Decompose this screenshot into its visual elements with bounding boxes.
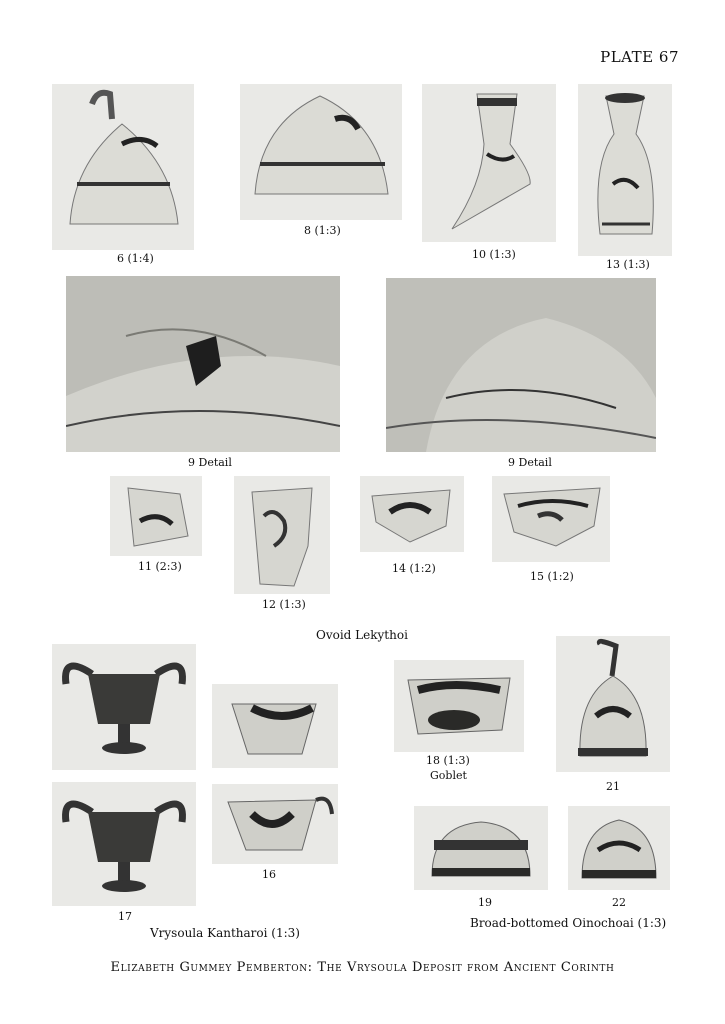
photo-18-goblet xyxy=(394,660,524,752)
group-label-broad-bottomed-oinochoai: Broad-bottomed Oinochoai (1:3) xyxy=(470,916,667,930)
photo-16-lower xyxy=(212,784,338,864)
photo-15-sherd xyxy=(492,476,610,562)
group-label-ovoid-lekythoi: Ovoid Lekythoi xyxy=(316,628,408,642)
caption-8: 8 (1:3) xyxy=(304,224,341,237)
photo-12-sherd xyxy=(234,476,330,594)
caption-10: 10 (1:3) xyxy=(472,248,516,261)
caption-18: 18 (1:3) xyxy=(426,754,470,767)
caption-15: 15 (1:2) xyxy=(530,570,574,583)
photo-11-sherd xyxy=(110,476,202,556)
photo-17-kantharos xyxy=(52,782,196,906)
caption-9-detail-right: 9 Detail xyxy=(508,456,552,469)
photo-14-sherd xyxy=(360,476,464,552)
page-footer: Elizabeth Gummey Pemberton: The Vrysoula Deposit from Ancient Corinth xyxy=(110,960,615,975)
photo-19-oinochoe xyxy=(414,806,548,890)
caption-22: 22 xyxy=(612,896,626,909)
caption-11: 11 (2:3) xyxy=(138,560,182,573)
photo-21-oinochoe xyxy=(556,636,670,772)
group-label-vrysoula-kantharoi: Vrysoula Kantharoi (1:3) xyxy=(150,926,300,940)
photo-22-oinochoe xyxy=(568,806,670,890)
caption-18-goblet: Goblet xyxy=(430,769,467,782)
photo-9-detail-right xyxy=(386,278,656,452)
caption-16: 16 xyxy=(262,868,276,881)
caption-9-detail-left: 9 Detail xyxy=(188,456,232,469)
photo-8-lekythos xyxy=(240,84,402,220)
caption-6: 6 (1:4) xyxy=(117,252,154,265)
caption-13: 13 (1:3) xyxy=(606,258,650,271)
photo-kantharos-upper xyxy=(52,644,196,770)
caption-17: 17 xyxy=(118,910,132,923)
photo-10-lekythos xyxy=(422,84,556,242)
caption-19: 19 xyxy=(478,896,492,909)
photo-6-lekythos xyxy=(52,84,194,250)
photo-13-lekythos xyxy=(578,84,672,256)
plate-title: PLATE 67 xyxy=(600,48,679,66)
photo-16-upper xyxy=(212,684,338,768)
photo-9-detail-left xyxy=(66,276,340,452)
caption-21: 21 xyxy=(606,780,620,793)
caption-14: 14 (1:2) xyxy=(392,562,436,575)
caption-12: 12 (1:3) xyxy=(262,598,306,611)
